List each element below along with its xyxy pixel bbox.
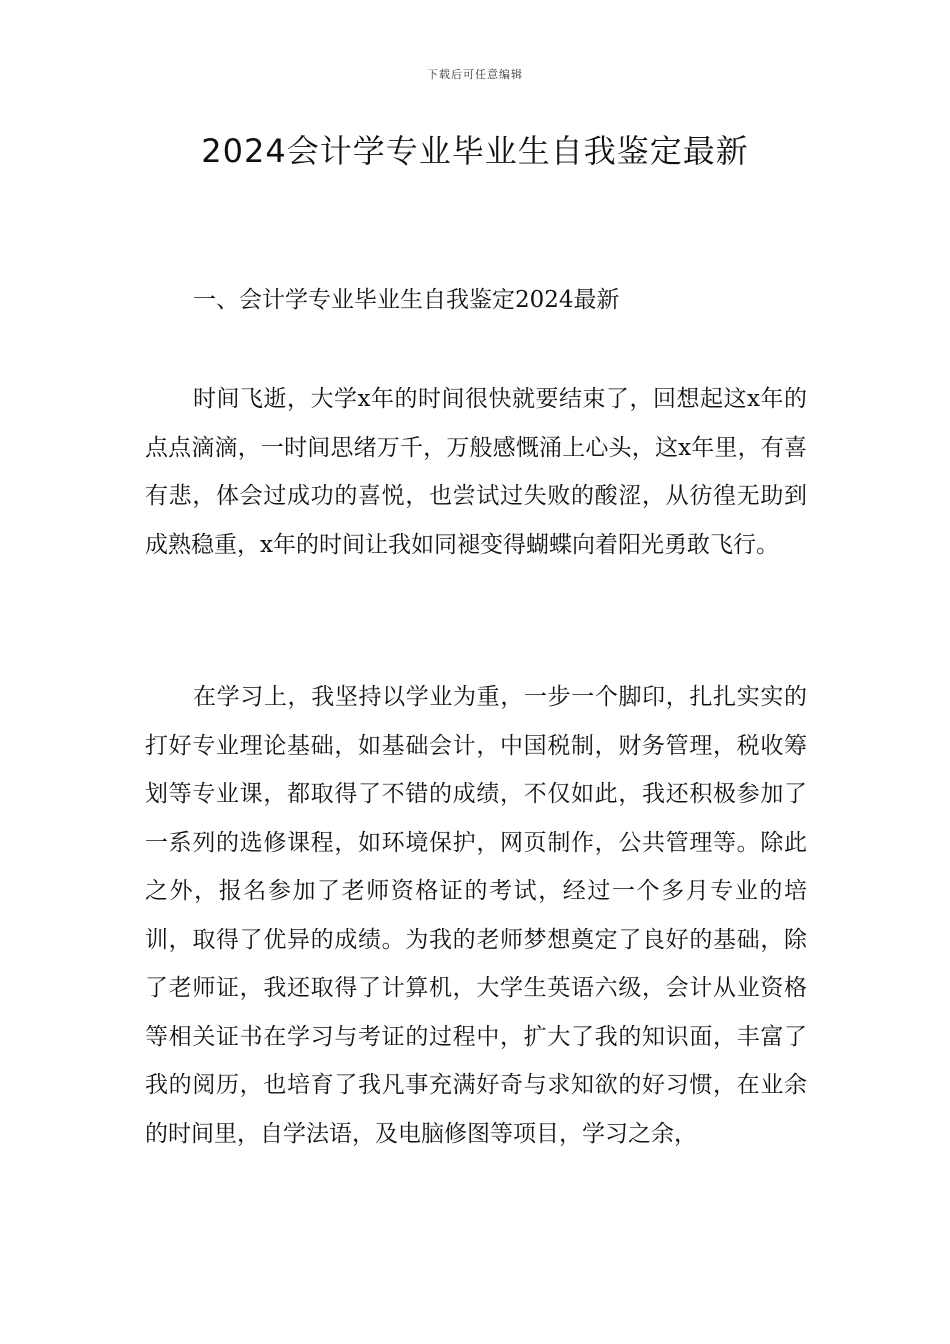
header-note: 下载后可任意编辑 bbox=[427, 68, 523, 81]
paragraph-text: 时间飞逝，大学x年的时间很快就要结束了，回想起这x年的点点滴滴，一时间思绪万千，万般感慨涌上心头，这x年里，有喜有悲，体会过成功的喜悦，也尝试过失败的酸涩，从彷徨无助到成熟稳重，x年的时间让我如同褪变得蝴蝶向着阳光勇敢飞行。 bbox=[145, 386, 807, 558]
document-title: 2024会计学专业毕业生自我鉴定最新 bbox=[201, 132, 749, 170]
body-paragraph-1 bbox=[145, 375, 807, 569]
body-paragraph-2 bbox=[145, 673, 807, 1158]
paragraph-text: 在学习上，我坚持以学业为重，一步一个脚印，扎扎实实的打好专业理论基础，如基础会计，中国税制，财务管理，税收筹划等专业课，都取得了不错的成绩，不仅如此，我还积极参加了一系列的选修课程，如环境保护，网页制作，公共管理等。除此之外，报名参加了老师资格证的考试，经过一个多月专业的培训，取得了优异的成绩。为我的老师梦想奠定了良好的基础，除了老师证，我还取得了计算机，大学生英语六级，会计从业资格等相关证书在学习与考证的过程中，扩大了我的知识面，丰富了我的阅历，也培育了我凡事充满好奇与求知欲的好习惯，在业余的时间里，自学法语，及电脑修图等项目，学习之余， bbox=[145, 684, 807, 1147]
section-heading: 一、会计学专业毕业生自我鉴定2024最新 bbox=[193, 287, 620, 313]
